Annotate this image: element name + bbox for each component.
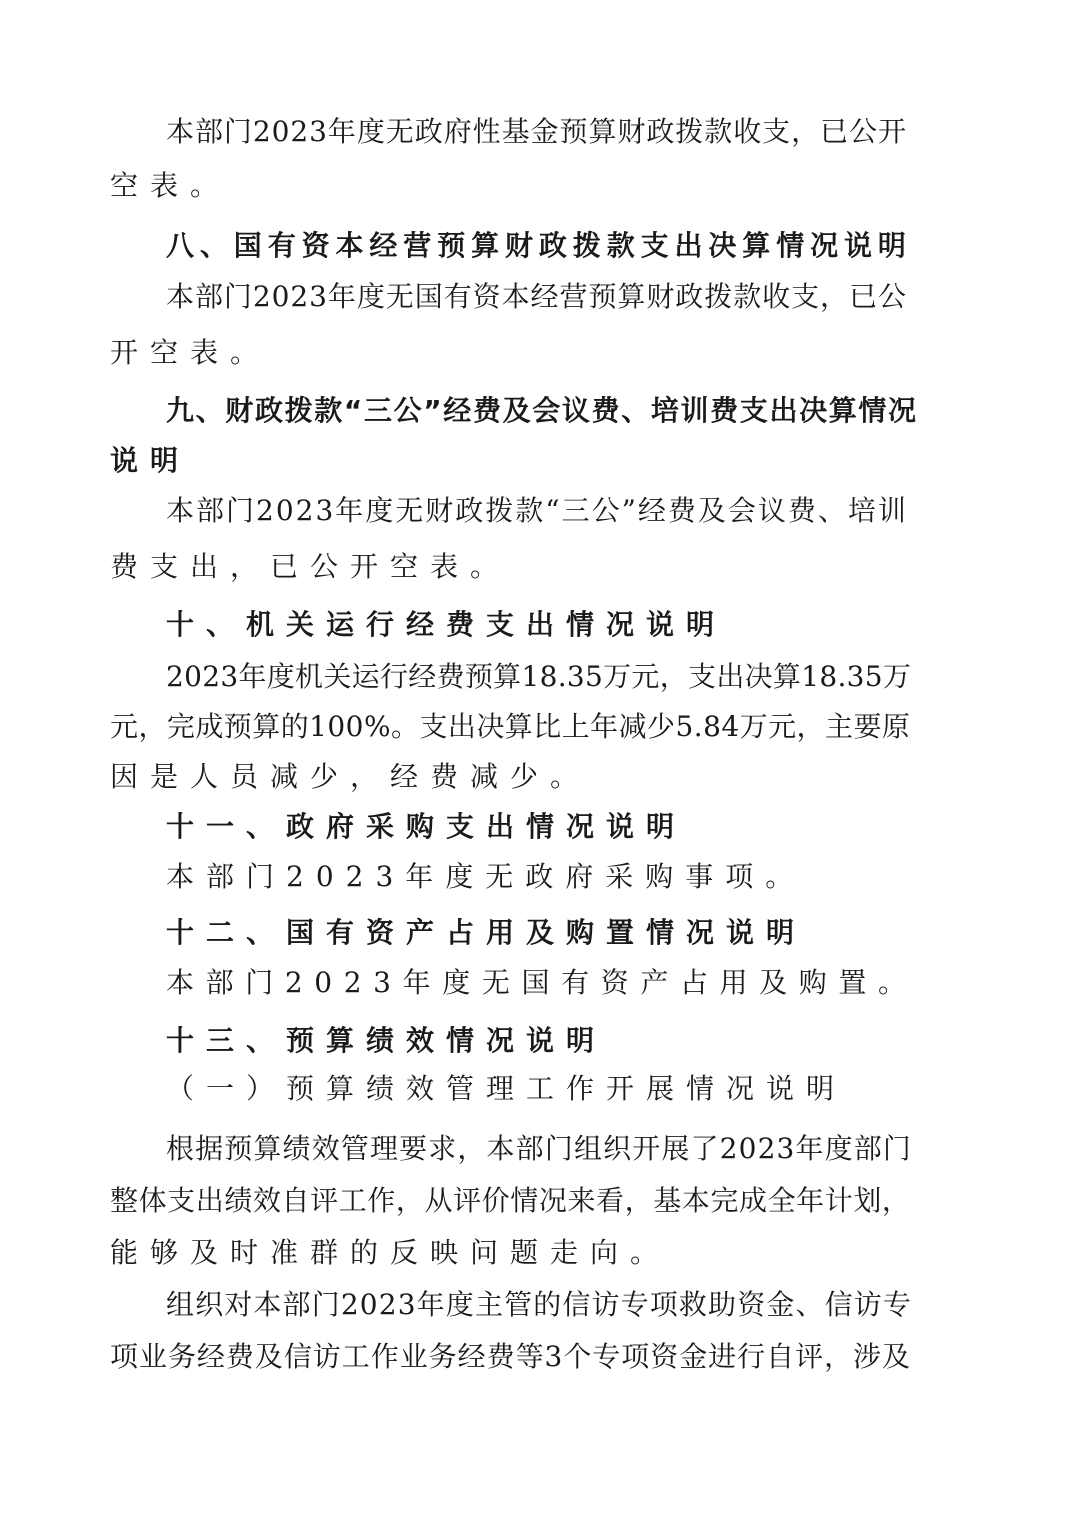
paragraph-line: 本部门2023年度无政府性基金预算财政拨款收支，已公开 bbox=[166, 115, 907, 148]
subsection-heading: （一）预算绩效管理工作开展情况说明 bbox=[166, 1072, 847, 1105]
paragraph-line: 根据预算绩效管理要求，本部门组织开展了2023年度部门 bbox=[166, 1132, 913, 1165]
section-heading: 十三、预算绩效情况说明 bbox=[166, 1024, 607, 1057]
paragraph-line: 费支出，已公开空表。 bbox=[110, 550, 511, 583]
paragraph-line: 整体支出绩效自评工作，从评价情况来看，基本完成全年计划， bbox=[110, 1184, 911, 1217]
paragraph-line: 能够及时准群的反映问题走向。 bbox=[110, 1236, 671, 1269]
section-heading: 说明 bbox=[110, 444, 191, 477]
paragraph-line: 空表。 bbox=[110, 169, 231, 202]
paragraph-line: 本部门2023年度无政府采购事项。 bbox=[166, 860, 806, 893]
paragraph-line: 组织对本部门2023年度主管的信访专项救助资金、信访专 bbox=[166, 1288, 913, 1321]
paragraph-line: 本部门2023年度无国有资产占用及购置。 bbox=[166, 966, 918, 999]
paragraph-line: 元，完成预算的100%。支出决算比上年减少5.84万元，主要原 bbox=[110, 710, 911, 743]
section-heading: 十二、国有资产占用及购置情况说明 bbox=[166, 916, 807, 949]
paragraph-line: 项业务经费及信访工作业务经费等3个专项资金进行自评，涉及 bbox=[110, 1340, 911, 1373]
section-heading: 十、机关运行经费支出情况说明 bbox=[166, 608, 727, 641]
section-heading: 十一、政府采购支出情况说明 bbox=[166, 810, 687, 843]
paragraph-line: 本部门2023年度无财政拨款“三公”经费及会议费、培训 bbox=[166, 494, 908, 527]
paragraph-line: 2023年度机关运行经费预算18.35万元，支出决算18.35万 bbox=[166, 660, 912, 693]
section-heading: 八、国有资本经营预算财政拨款支出决算情况说明 bbox=[166, 229, 912, 262]
section-heading: 九、财政拨款“三公”经费及会议费、培训费支出决算情况 bbox=[166, 394, 918, 427]
paragraph-line: 本部门2023年度无国有资本经营预算财政拨款收支，已公 bbox=[166, 280, 907, 313]
paragraph-line: 开空表。 bbox=[110, 336, 271, 369]
paragraph-line: 因是人员减少，经费减少。 bbox=[110, 760, 591, 793]
